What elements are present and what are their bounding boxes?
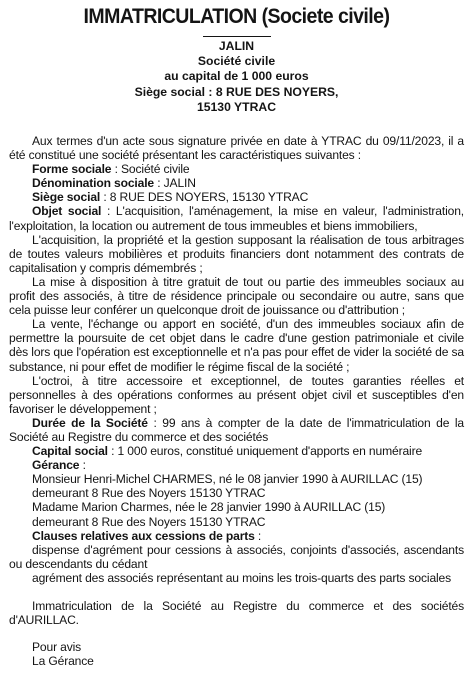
objet-value: : L'acquisition, l'aménagement, la mise en valeur, l'administration, l'exploitation, la location ou autrement de tous immeubles et biens immobiliers, bbox=[9, 204, 464, 233]
closing-paragraph: Immatriculation de la Société au Registre du commerce et des sociétés d'AURILLAC. bbox=[9, 599, 464, 628]
clauses-line bbox=[9, 529, 464, 543]
forme-line bbox=[9, 162, 464, 176]
denomination-label: Dénomination sociale bbox=[32, 176, 154, 191]
duree-paragraph bbox=[9, 416, 464, 444]
denomination-value: : JALIN bbox=[154, 176, 196, 191]
denomination-line bbox=[9, 176, 464, 190]
objet-paragraph-2: La mise à disposition à titre gratuit de tout ou partie des immeubles sociaux au profit des associés, à titre de résidence principale ou secondaire ou autre, sans que cela puisse leur conférer un quelconque droit de jouissance ou d'attribution ; bbox=[9, 274, 464, 318]
clauses-value: : bbox=[254, 528, 262, 543]
gerance-label: Gérance bbox=[32, 458, 80, 473]
notice-title: IMMATRICULATION (Societe civile) bbox=[83, 5, 390, 28]
gerant-1-address: demeurant 8 Rue des Noyers 15130 YTRAC bbox=[32, 486, 266, 501]
siege-label: Siège social bbox=[32, 190, 101, 205]
company-capital: au capital de 1 000 euros bbox=[164, 69, 309, 84]
clauses-label: Clauses relatives aux cessions de parts bbox=[32, 528, 255, 543]
objet-label: Objet social bbox=[32, 204, 102, 219]
signoff-line2: La Gérance bbox=[32, 654, 94, 669]
capital-label: Capital social bbox=[32, 444, 108, 459]
capital-line bbox=[9, 444, 464, 458]
duree-label: Durée de la Société bbox=[32, 415, 148, 430]
company-seat-line1: Siège social : 8 RUE DES NOYERS, bbox=[134, 84, 339, 99]
clauses-agrement: agrément des associés représentant au moins les trois-quarts des parts sociales bbox=[32, 570, 452, 585]
objet-paragraph-4: L'octroi, à titre accessoire et exceptionnel, de toutes garanties réelles et personnelles à des opérations conformes au présent objet civil et susceptibles d'en favoriser le développement ; bbox=[9, 373, 464, 416]
gerance-line bbox=[9, 458, 464, 472]
title-divider bbox=[203, 36, 271, 37]
gerant-2-line: Madame Marion Charmes, née le 28 janvier 1990 à AURILLAC (15) bbox=[32, 500, 386, 515]
signoff-line1: Pour avis bbox=[32, 640, 82, 655]
intro-paragraph: Aux termes d'un acte sous signature privée en date à YTRAC du 09/11/2023, il a été constitué une société présentant les caractéristiques suivantes : bbox=[9, 134, 464, 163]
siege-value: : 8 RUE DES NOYERS, 15130 YTRAC bbox=[100, 190, 309, 205]
objet-paragraph-1: L'acquisition, la propriété et la gestion supposant la réalisation de tous arbitrages de toutes valeurs mobilières et produits financiers dont notamment des contrats de capitalisation y compris démembrés ; bbox=[9, 232, 464, 275]
gerant-1-line: Monsieur Henri-Michel CHARMES, né le 08 janvier 1990 à AURILLAC (15) bbox=[32, 472, 423, 487]
capital-value: : 1 000 euros, constitué uniquement d'apports en numéraire bbox=[107, 444, 423, 459]
clauses-dispense: dispense d'agrément pour cessions à associés, conjoints d'associés, ascendants ou descendants du cédant bbox=[9, 542, 464, 571]
duree-value: : 99 ans à compter de la date de l'immatriculation de la Société au Registre du commerce et des sociétés bbox=[9, 415, 464, 444]
company-header bbox=[9, 39, 464, 115]
forme-value: : Société civile bbox=[111, 162, 190, 177]
company-name: JALIN bbox=[218, 39, 255, 53]
gerant-2-address: demeurant 8 Rue des Noyers 15130 YTRAC bbox=[32, 514, 266, 529]
gerance-value: : bbox=[79, 458, 86, 473]
spacer bbox=[9, 585, 464, 599]
forme-label: Forme sociale bbox=[32, 162, 112, 177]
company-type: Société civile bbox=[197, 54, 276, 69]
notice-body bbox=[9, 134, 464, 668]
siege-line bbox=[9, 190, 464, 204]
objet-paragraph bbox=[9, 204, 464, 232]
objet-paragraph-3: La vente, l'échange ou apport en société, d'un des immeubles sociaux afin de permettre la poursuite de cet objet dans le cadre d'une gestion patrimoniale et civile dès lors que l'opération est exceptionnelle et n'a pas pour effet de vider la société de sa substance, ni pour effet de modifier le régime fiscal de la société ; bbox=[9, 317, 464, 374]
company-seat-line2: 15130 YTRAC bbox=[196, 99, 277, 114]
spacer bbox=[9, 627, 464, 640]
